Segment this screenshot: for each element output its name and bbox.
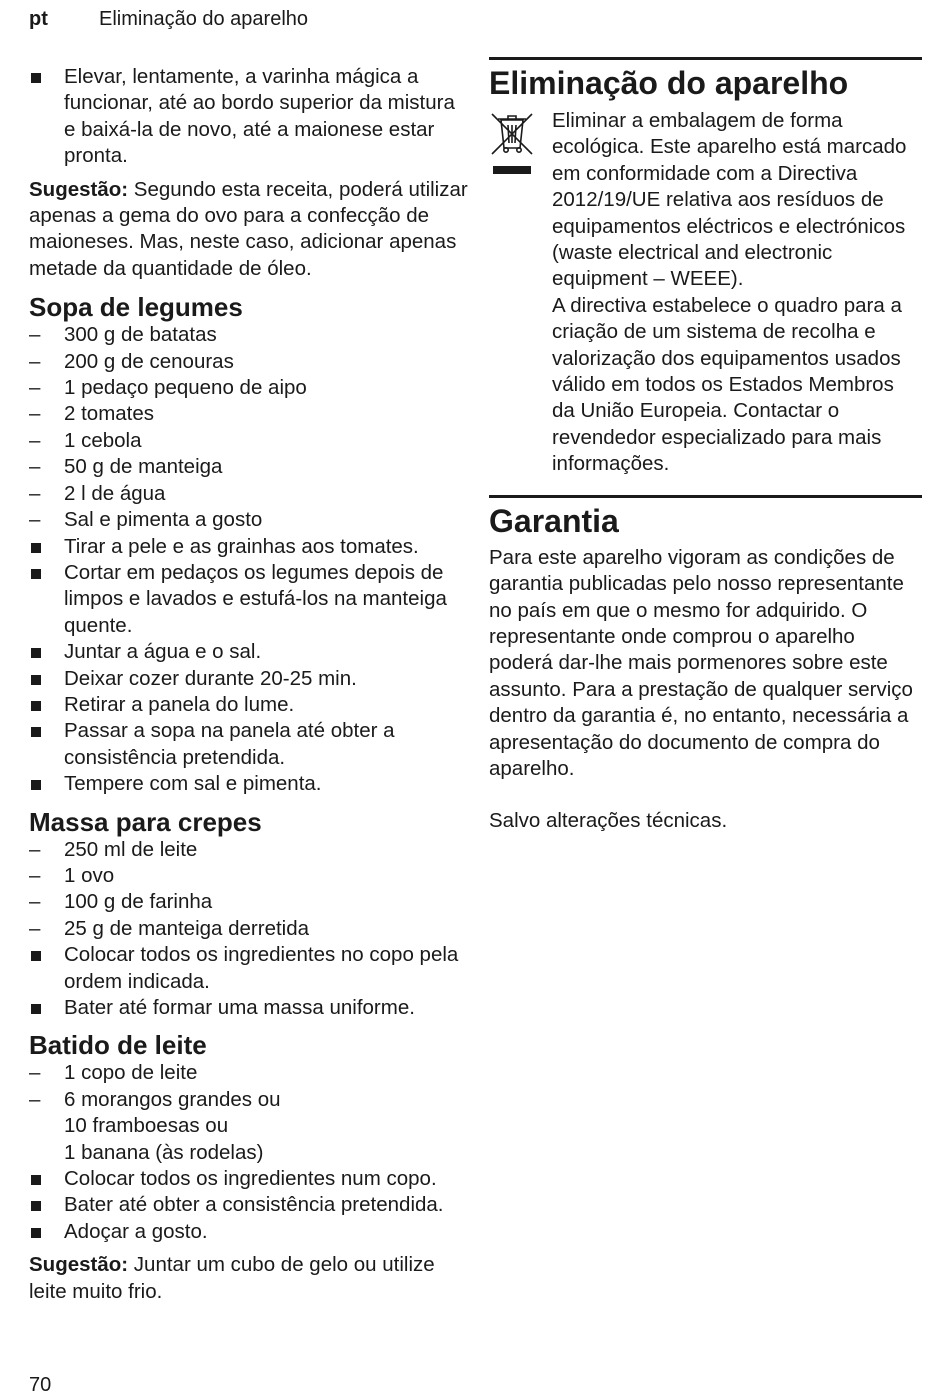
step-item: Bater até obter a consistência pretendida. [29, 1192, 469, 1218]
list-item: Elevar, lentamente, a varinha mágica a funcionar, até ao bordo superior da mistura e baixá-la de novo, até a maionese estar pronta. [29, 64, 469, 170]
step-item: Deixar cozer durante 20-25 min. [29, 666, 469, 692]
intro-steps [29, 64, 469, 170]
ingredient-item: – 1 ovo [29, 863, 469, 889]
ingredient-item: – 1 pedaço pequeno de aipo [29, 375, 469, 401]
technical-changes-note: Salvo alterações técnicas. [489, 809, 728, 833]
disposal-paragraph: A directiva estabelece o quadro para a criação de um sistema de recolha e valorização dos equipamentos usados válido em todos os Estados Membros da União Europeia. Contactar o revendedor especializado para mais informações. [552, 293, 902, 476]
ingredient-item: – 300 g de batatas [29, 322, 469, 348]
ingredient-item: – 25 g de manteiga derretida [29, 916, 469, 942]
tip-text: Juntar um cubo de gelo ou utilize leite muito frio. [29, 1253, 435, 1303]
ingredient-item: – 200 g de cenouras [29, 349, 469, 375]
section-title-disposal: Eliminação do aparelho [489, 57, 922, 102]
tip-label: Sugestão: [29, 1253, 129, 1277]
tip-text: Segundo esta receita, poderá utilizar apenas a gema do ovo para a confecção de maioneses. Mas, neste caso, adicionar apenas metade da quantidade de óleo. [29, 177, 468, 280]
ingredient-item: – Sal e pimenta a gosto [29, 507, 469, 533]
step-item: Tirar a pele e as grainhas aos tomates. [29, 534, 469, 560]
left-column [29, 64, 469, 1305]
disposal-paragraph: Eliminar a embalagem de forma ecológica. Este aparelho está marcado em conformidade com a Directiva 2012/19/UE relativa aos resíduos de equipamentos eléctricos e electrónicos (waste electrical and electronic equipment – WEEE). [552, 109, 907, 291]
crepes-list [29, 837, 469, 1022]
step-item: Colocar todos os ingredientes no copo pela ordem indicada. [29, 942, 469, 995]
header-title: Eliminação do aparelho [99, 8, 309, 30]
ingredient-item: – 100 g de farinha [29, 889, 469, 915]
disposal-block [489, 108, 922, 478]
section-title-warranty: Garantia [489, 495, 922, 540]
ingredient-item: – 50 g de manteiga [29, 454, 469, 480]
step-item: Cortar em pedaços os legumes depois de limpos e lavados e estufá-los na manteiga quente. [29, 560, 469, 639]
tip-paragraph [29, 177, 469, 283]
step-item: Juntar a água e o sal. [29, 639, 469, 665]
warranty-paragraph: Para este aparelho vigoram as condições de garantia publicadas pelo nosso representante no país em que o mesmo for adquirido. O representante onde comprou o aparelho poderá dar-lhe mais pormenores sobre este assunto. Para a prestação de qualquer serviço dentro da garantia é, no entanto, necessária a apresentação do documento de compra do aparelho. [489, 545, 913, 780]
ingredient-item: – 2 tomates [29, 401, 469, 427]
step-item: Tempere com sal e pimenta. [29, 771, 469, 797]
page-number: 70 [29, 1374, 52, 1396]
language-code: pt [29, 8, 48, 30]
ingredient-item: – 1 cebola [29, 428, 469, 454]
ingredient-item: – 2 l de água [29, 481, 469, 507]
disposal-text [552, 108, 922, 478]
step-item: Retirar a panela do lume. [29, 692, 469, 718]
ingredient-item: – 1 copo de leite [29, 1060, 469, 1086]
ingredient-item: – 250 ml de leite [29, 837, 469, 863]
tip-paragraph [29, 1252, 469, 1305]
section-title-shake: Batido de leite [29, 1030, 207, 1061]
right-column [489, 57, 922, 835]
step-item: Adoçar a gosto. [29, 1219, 469, 1245]
shake-list [29, 1060, 469, 1245]
section-title-soup: Sopa de legumes [29, 292, 243, 323]
ingredient-item: – 6 morangos grandes ou 10 framboesas ou 1 banana (às rodelas) [29, 1087, 469, 1166]
step-item: Bater até formar uma massa uniforme. [29, 995, 469, 1021]
weee-crossed-bin-icon [491, 108, 533, 188]
step-item: Passar a sopa na panela até obter a consistência pretendida. [29, 718, 469, 771]
step-item: Colocar todos os ingredientes num copo. [29, 1166, 469, 1192]
soup-list [29, 322, 469, 797]
page-header [29, 6, 308, 32]
tip-label: Sugestão: [29, 177, 129, 201]
section-title-crepes: Massa para crepes [29, 806, 262, 837]
